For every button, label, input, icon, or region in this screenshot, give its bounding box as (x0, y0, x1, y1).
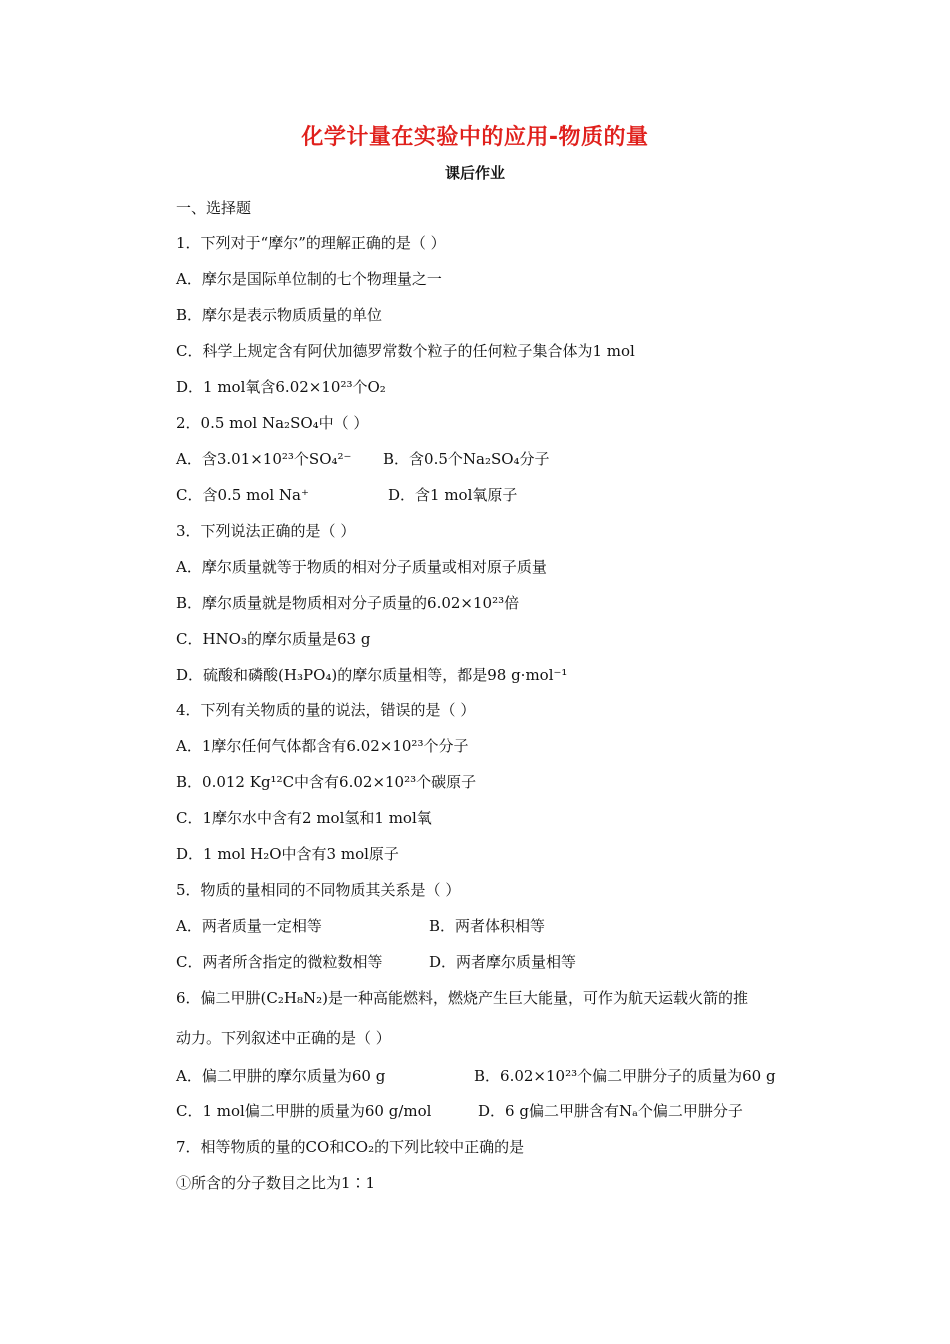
option-3a: A．摩尔质量就等于物质的相对分子质量或相对原子质量 (176, 558, 547, 576)
option-4d: D．1 mol H₂O中含有3 mol原子 (176, 845, 399, 863)
option-6c: C．1 mol偏二甲肼的质量为60 g/mol (176, 1102, 432, 1120)
option-3b: B．摩尔质量就是物质相对分子质量的6.02×10²³倍 (176, 594, 520, 612)
option-5a: A．两者质量一定相等 (176, 917, 322, 935)
option-6a: A．偏二甲肼的摩尔质量为60 g (176, 1067, 386, 1085)
option-3c: C．HNO₃的摩尔质量是63 g (176, 630, 371, 648)
option-1a: A．摩尔是国际单位制的七个物理量之一 (176, 270, 442, 288)
option-5b: B．两者体积相等 (429, 917, 546, 935)
option-2b: B．含0.5个Na₂SO₄分子 (383, 450, 550, 468)
option-2a: A．含3.01×10²³个SO₄²⁻ (176, 450, 352, 468)
question-1: 1．下列对于“摩尔”的理解正确的是（ ） (176, 234, 446, 252)
option-1b: B．摩尔是表示物质质量的单位 (176, 306, 383, 324)
option-3d: D．硫酸和磷酸(H₃PO₄)的摩尔质量相等，都是98 g·mol⁻¹ (176, 666, 568, 684)
section-heading: 一、选择题 (176, 199, 252, 217)
question-6: 6．偏二甲肼(C₂H₈N₂)是一种高能燃料，燃烧产生巨大能量，可作为航天运载火箭的推 (176, 989, 748, 1007)
question-7: 7．相等物质的量的CO和CO₂的下列比较中正确的是 (176, 1138, 525, 1156)
option-4a: A．1摩尔任何气体都含有6.02×10²³个分子 (176, 737, 469, 755)
question-5: 5．物质的量相同的不同物质其关系是（ ） (176, 881, 461, 899)
option-5d: D．两者摩尔质量相等 (429, 953, 577, 971)
option-2d: D．含1 mol氧原子 (388, 486, 518, 504)
option-6d: D．6 g偏二甲肼含有Nₐ个偏二甲肼分子 (478, 1102, 743, 1120)
question-6-continued: 动力。下列叙述中正确的是（ ） (176, 1029, 391, 1047)
option-4b: B．0.012 Kg¹²C中含有6.02×10²³个碳原子 (176, 773, 477, 791)
question-2: 2．0.5 mol Na₂SO₄中（ ） (176, 414, 369, 432)
option-2c: C．含0.5 mol Na⁺ (176, 486, 309, 504)
question-3: 3．下列说法正确的是（ ） (176, 522, 356, 540)
question-7-item-1: ①所含的分子数目之比为1∶1 (176, 1174, 376, 1192)
option-1d: D．1 mol氧含6.02×10²³个O₂ (176, 378, 386, 396)
option-1c: C．科学上规定含有阿伏加德罗常数个粒子的任何粒子集合体为1 mol (176, 342, 635, 360)
option-6b: B．6.02×10²³个偏二甲肼分子的质量为60 g (474, 1067, 776, 1085)
page-subtitle: 课后作业 (444, 164, 505, 182)
question-4: 4．下列有关物质的量的说法，错误的是（ ） (176, 701, 476, 719)
page-title: 化学计量在实验中的应用-物质的量 (301, 125, 649, 150)
option-5c: C．两者所含指定的微粒数相等 (176, 953, 383, 971)
option-4c: C．1摩尔水中含有2 mol氢和1 mol氧 (176, 809, 432, 827)
